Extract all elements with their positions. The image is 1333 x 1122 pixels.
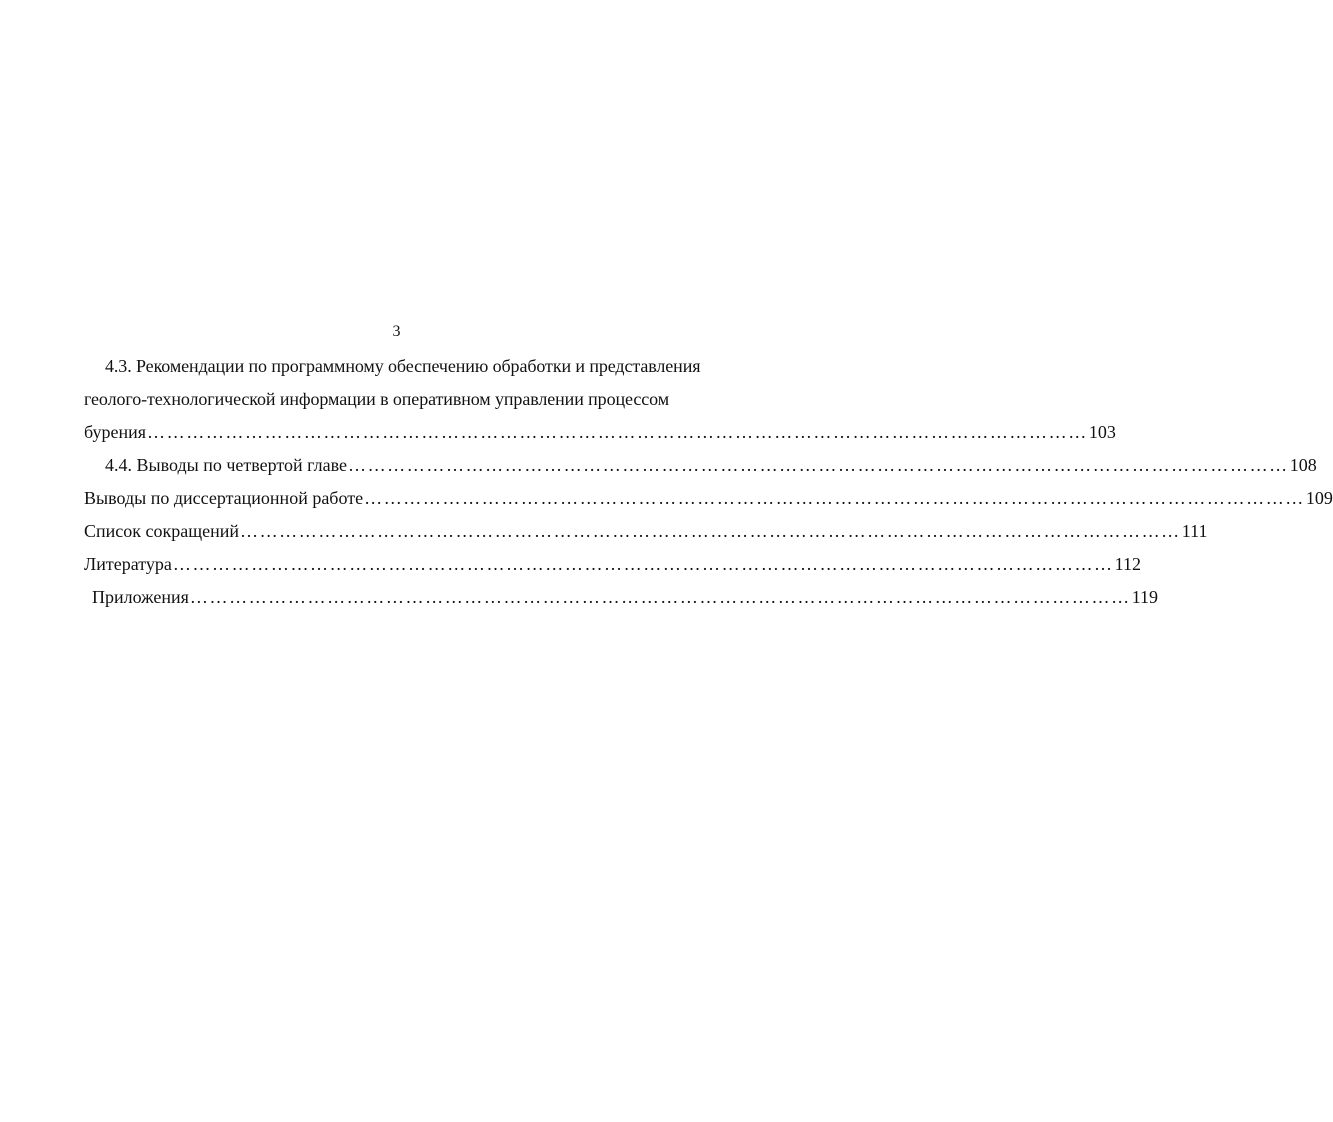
toc-entry-abbreviations (84, 515, 1208, 548)
table-of-contents (84, 350, 1333, 614)
toc-entry-page: 103 (1088, 422, 1116, 442)
dot-leader: ……………………………………………………………………………………………………………………………… (364, 488, 1305, 508)
toc-entry-title: Выводы по диссертационной работе (84, 488, 364, 508)
toc-entry-conclusions (84, 482, 1333, 515)
toc-entry-title: Список сокращений (84, 521, 239, 541)
toc-entry-appendices (84, 581, 1159, 614)
toc-entry-4-3-line-3 (84, 416, 1116, 449)
toc-entry-4-4 (84, 449, 1317, 482)
dot-leader: ……………………………………………………………………………………………………………………………… (239, 521, 1181, 541)
toc-entry-title: Приложения (92, 587, 189, 607)
toc-entry-4-3-line-1: 4.3. Рекомендации по программному обеспечению обработки и представления (105, 356, 701, 376)
dot-leader: ……………………………………………………………………………………………………………………………… (147, 422, 1088, 442)
toc-entry-page: 108 (1289, 455, 1317, 475)
dot-leader: ……………………………………………………………………………………………………………………………… (189, 587, 1131, 607)
toc-entry-page: 112 (1114, 554, 1141, 574)
toc-entry-title: Литература (84, 554, 172, 574)
toc-entry-page: 109 (1305, 488, 1333, 508)
toc-entry-title: бурения (84, 422, 147, 442)
toc-entry-page: 119 (1131, 587, 1159, 607)
dot-leader: ……………………………………………………………………………………………………………………………… (172, 554, 1114, 574)
toc-entry-literature (84, 548, 1141, 581)
toc-entry-title: 4.4. Выводы по четвертой главе (105, 455, 347, 475)
dot-leader: ……………………………………………………………………………………………………………………………… (347, 455, 1289, 475)
toc-entry-page: 111 (1181, 521, 1208, 541)
toc-entry-4-3-line-2: геолого-технологической информации в оперативном управлении процессом (84, 389, 669, 409)
page-number: 3 (392, 323, 401, 340)
